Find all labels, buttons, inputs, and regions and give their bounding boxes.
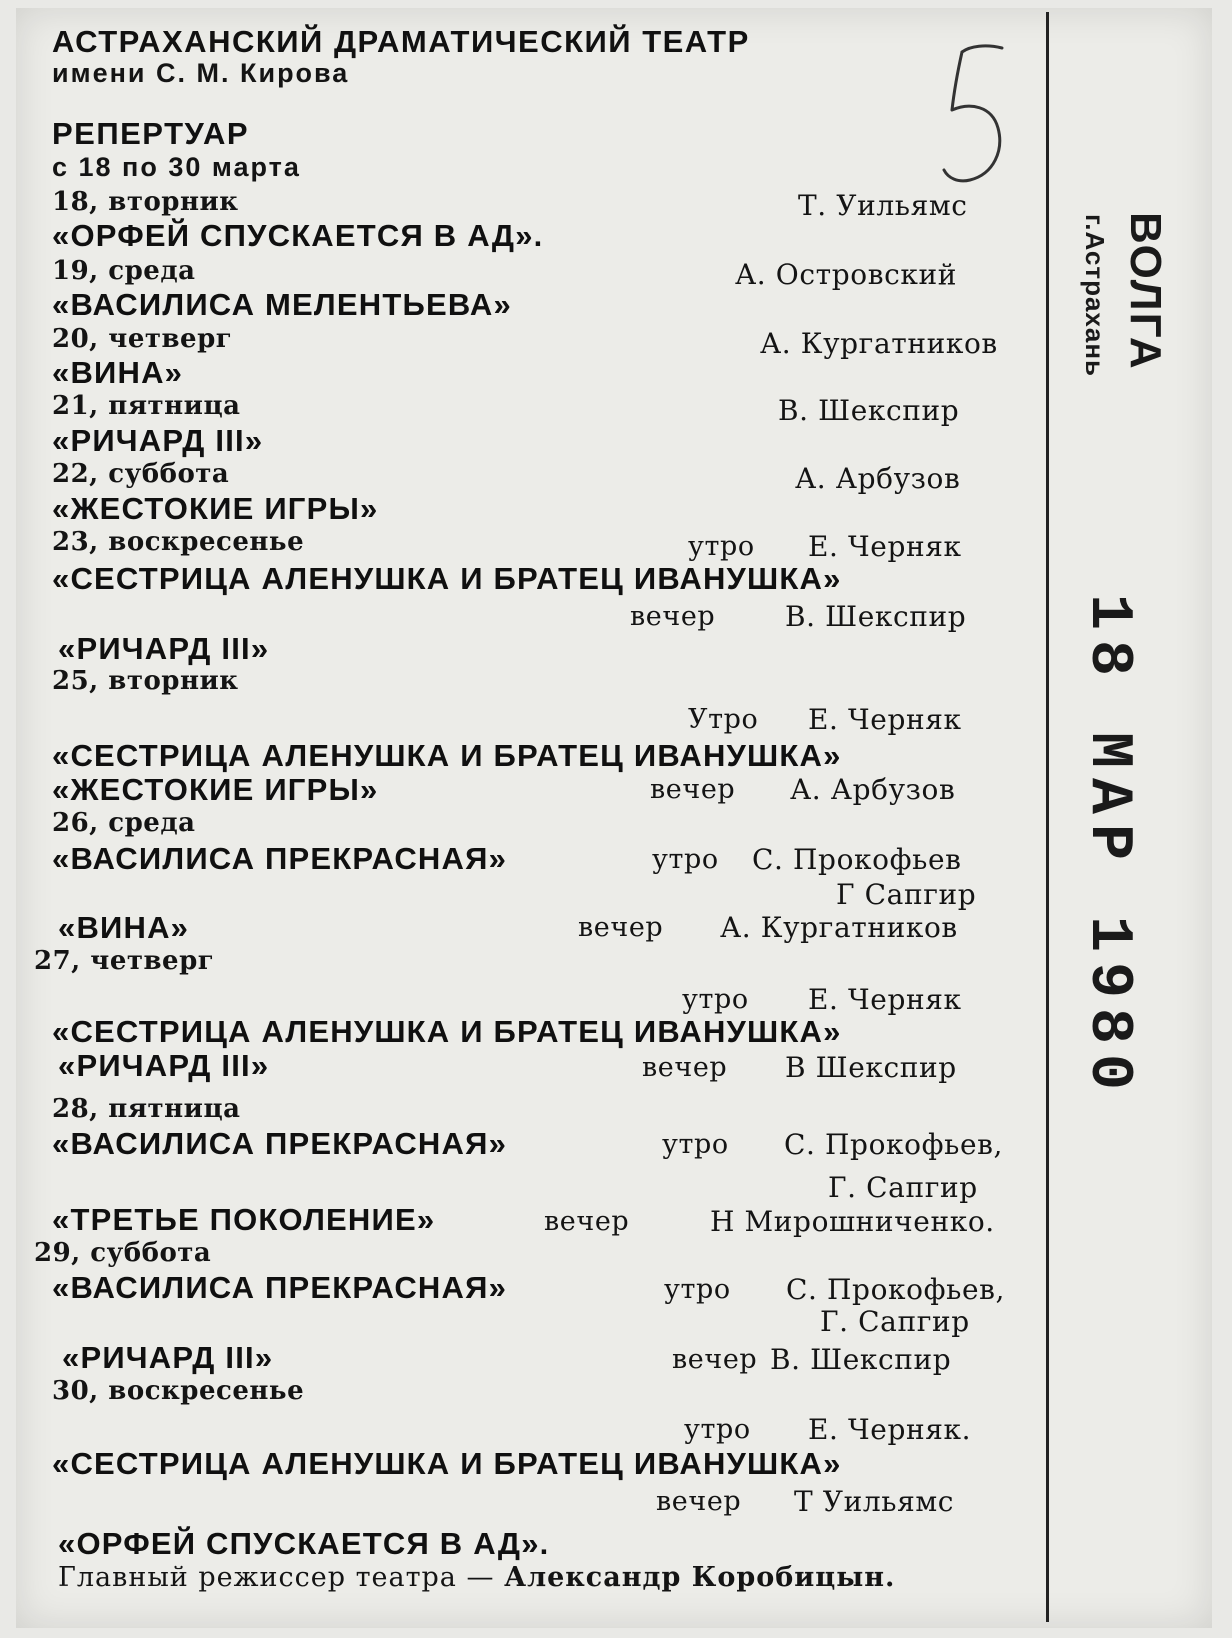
author: Г Сапгир: [836, 878, 977, 911]
stamp-city: г.Астрахань: [1080, 214, 1110, 378]
author: А. Островский: [735, 258, 957, 291]
play-title: «ТРЕТЬЕ ПОКОЛЕНИЕ»: [52, 1202, 436, 1237]
day-label: 26, среда: [52, 808, 196, 838]
author: С. Прокофьев: [752, 843, 962, 876]
author: Т Уильямс: [794, 1485, 955, 1518]
author: Е. Черняк: [808, 530, 962, 563]
performance-time: утро: [688, 531, 755, 562]
author: А. Арбузов: [790, 773, 956, 806]
footer-director-name: Александр Коробицын.: [504, 1562, 896, 1593]
play-title: «СЕСТРИЦА АЛЕНУШКА И БРАТЕЦ ИВАНУШКА»: [52, 1446, 842, 1481]
author: В. Шекспир: [770, 1343, 952, 1376]
author: Н Мирошниченко.: [710, 1205, 995, 1238]
stamp-date: 18 МАР 1980: [1074, 594, 1142, 1101]
play-title: «РИЧАРД III»: [52, 423, 264, 458]
day-label: 27, четверг: [34, 946, 215, 976]
author: Т. Уильямс: [798, 189, 968, 222]
author: Е. Черняк: [808, 983, 962, 1016]
play-title: «СЕСТРИЦА АЛЕНУШКА И БРАТЕЦ ИВАНУШКА»: [52, 738, 842, 773]
repertoire-heading: РЕПЕРТУАР: [52, 116, 250, 151]
performance-time: вечер: [656, 1486, 742, 1517]
footer-role: Главный режиссер театра —: [58, 1562, 495, 1593]
play-title: «РИЧАРД III»: [58, 1048, 270, 1083]
play-title: «ЖЕСТОКИЕ ИГРЫ»: [52, 491, 379, 526]
vertical-rule: [1046, 12, 1049, 1622]
day-label: 25, вторник: [52, 666, 239, 696]
author: Г. Сапгир: [828, 1171, 978, 1204]
handwritten-number-mark: [940, 40, 1020, 190]
play-title: «ВИНА»: [52, 355, 184, 390]
day-label: 30, воскресенье: [52, 1376, 305, 1406]
day-label: 21, пятница: [52, 391, 241, 421]
author: С. Прокофьев,: [784, 1128, 1003, 1161]
author: В Шекспир: [785, 1051, 957, 1084]
performance-time: утро: [682, 984, 749, 1015]
play-title: «ОРФЕЙ СПУСКАЕТСЯ В АД».: [52, 218, 544, 253]
author: А. Кургатников: [720, 911, 958, 944]
performance-time: Утро: [688, 704, 759, 735]
performance-time: вечер: [650, 774, 736, 805]
author: В. Шекспир: [785, 600, 967, 633]
author: А. Арбузов: [795, 462, 961, 495]
author: Г. Сапгир: [820, 1305, 970, 1338]
performance-time: вечер: [672, 1344, 758, 1375]
performance-time: утро: [684, 1414, 751, 1445]
theatre-named-after: имени С. М. Кирова: [52, 58, 350, 88]
author: В. Шекспир: [778, 394, 960, 427]
day-label: 20, четверг: [52, 324, 233, 354]
author: А. Кургатников: [760, 327, 998, 360]
performance-time: утро: [652, 844, 719, 875]
performance-time: вечер: [642, 1052, 728, 1083]
play-title: «ВАСИЛИСА ПРЕКРАСНАЯ»: [52, 1126, 508, 1161]
play-title: «РИЧАРД III»: [58, 631, 270, 666]
play-title: «ОРФЕЙ СПУСКАЕТСЯ В АД».: [58, 1526, 550, 1561]
play-title: «ВАСИЛИСА МЕЛЕНТЬЕВА»: [52, 287, 512, 322]
theatre-title: АСТРАХАНСКИЙ ДРАМАТИЧЕСКИЙ ТЕАТР: [52, 24, 750, 59]
author: С. Прокофьев,: [786, 1273, 1005, 1306]
performance-time: утро: [662, 1129, 729, 1160]
footer-credit: [58, 1564, 895, 1591]
stamp-newspaper-name: ВОЛГА: [1121, 212, 1170, 371]
play-title: «СЕСТРИЦА АЛЕНУШКА И БРАТЕЦ ИВАНУШКА»: [52, 561, 842, 596]
day-label: 28, пятница: [52, 1094, 241, 1124]
repertoire-dates: с 18 по 30 марта: [52, 152, 301, 182]
performance-time: вечер: [630, 601, 716, 632]
day-label: 18, вторник: [52, 187, 239, 217]
play-title: «ЖЕСТОКИЕ ИГРЫ»: [52, 772, 379, 807]
day-label: 23, воскресенье: [52, 527, 305, 557]
play-title: «ВИНА»: [58, 910, 190, 945]
author: Е. Черняк: [808, 703, 962, 736]
play-title: «ВАСИЛИСА ПРЕКРАСНАЯ»: [52, 1270, 508, 1305]
day-label: 19, среда: [52, 256, 196, 286]
performance-time: утро: [664, 1274, 731, 1305]
day-label: 22, суббота: [52, 459, 230, 489]
play-title: «РИЧАРД III»: [62, 1340, 274, 1375]
performance-time: вечер: [578, 912, 664, 943]
author: Е. Черняк.: [808, 1413, 972, 1446]
play-title: «ВАСИЛИСА ПРЕКРАСНАЯ»: [52, 841, 508, 876]
performance-time: вечер: [544, 1206, 630, 1237]
day-label: 29, суббота: [34, 1238, 212, 1268]
play-title: «СЕСТРИЦА АЛЕНУШКА И БРАТЕЦ ИВАНУШКА»: [52, 1014, 842, 1049]
